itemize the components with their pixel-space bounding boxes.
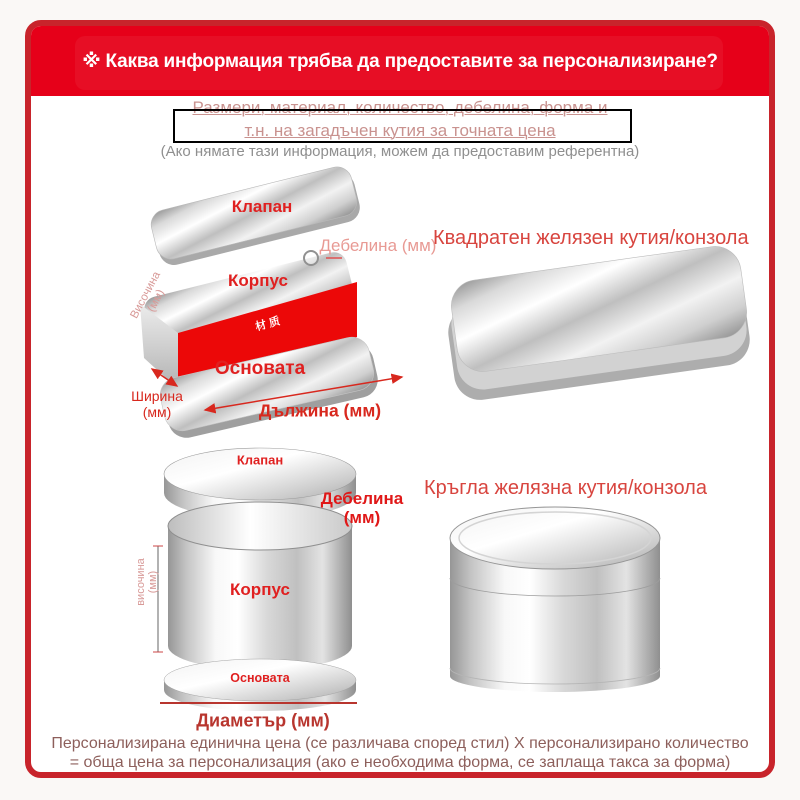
rect-height-label: Височина (мм) [128,269,168,321]
intro-line2: т.н. на загадъчен кутия за точната цена [244,121,556,140]
round-diameter-label: Диаметър (мм) [196,710,330,731]
square-box-title: Квадратен желязен кутия/конзола [433,227,749,249]
intro-note: (Ако нямате тази информация, можем да предоставим референтна) [160,143,640,160]
header-banner [31,26,769,96]
rect-material-label: 材质 [254,314,285,334]
thickness-marker-ring [304,251,318,265]
round-body-label: Корпус [230,580,290,599]
round-base-label: Основата [230,671,290,685]
round-closed-top [450,507,660,569]
round-thickness-label: Дебелина (мм) [320,489,404,527]
rect-lid-label: Клапан [231,197,293,216]
rect-width-label: Ширина (мм) [131,388,183,420]
rect-length-label: Дължина (мм) [258,400,382,421]
footer-line2: = обща цена за персонализация (ако е необходима форма, се заплаща такса за форма) [69,754,731,771]
round-height-label: височина (мм) [135,558,159,606]
rect-thickness-label: Дебелина (мм) [319,236,437,255]
round-tin-image [445,500,670,715]
square-tin-image [440,255,770,405]
round-box-title: Кръгла желязна кутия/конзола [424,477,707,499]
round-lid-label: Клапан [236,452,284,468]
intro-text [31,96,769,142]
content-frame [25,20,775,778]
footer-line1: Персонализирана единична цена (се различава според стил) X персонализирано количество [51,735,749,752]
rect-body-label: Корпус [228,271,288,290]
intro-line1: Размери, материал, количество, дебелина, форма и [192,98,608,117]
page-title: ※ Каква информация трябва да предоставите за персонализиране? [82,50,718,72]
footer-text [31,734,769,772]
rect-base-label: Основата [214,358,306,379]
